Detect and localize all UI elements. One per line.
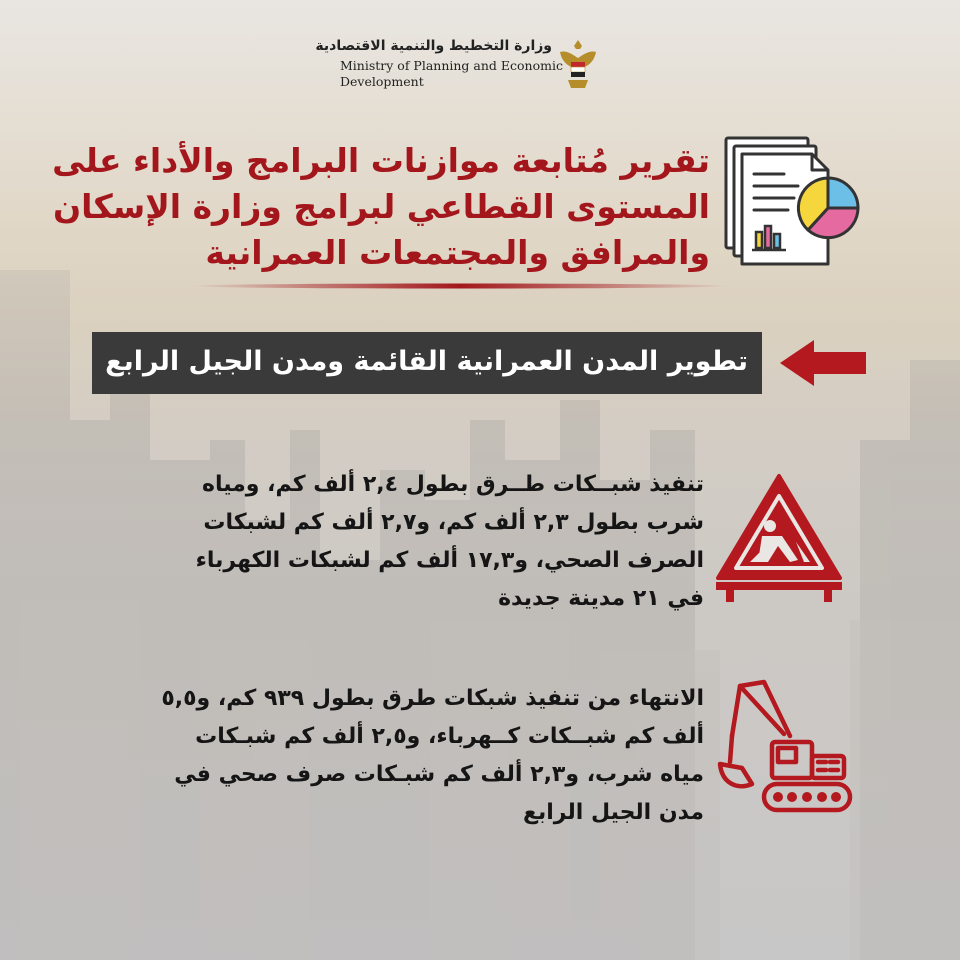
networks-new-cities-text [104,466,704,618]
text-line: شرب بطول ٢,٣ ألف كم، و٢,٧ ألف كم لشبكات [203,510,704,535]
section-banner [92,332,762,394]
ministry-logo [315,36,600,96]
text-line: مياه شرب، و٢,٣ ألف كم شبـكات صرف صحي في [174,762,704,787]
ministry-name-english-line2: Development [340,74,424,89]
excavator-icon [712,676,854,818]
text-line: في ٢١ مدينة جديدة [498,586,704,611]
report-title [52,138,710,276]
road-works-sign-icon [712,470,847,605]
title-line: المستوى القطاعي لبرامج وزارة الإسكان [53,187,710,226]
ministry-name-english-line1: Ministry of Planning and Economic [340,58,563,73]
ministry-name-arabic: وزارة التخطيط والتنمية الاقتصادية [315,38,552,54]
arrow-left-icon [778,338,868,388]
text-line: تنفيذ شبــكات طــرق بطول ٢,٤ ألف كم، ومياه [201,472,704,497]
title-line: تقرير مُتابعة موازنات البرامج والأداء على [52,141,710,180]
text-line: ألف كم شبــكات كــهرباء، و٢,٥ ألف كم شبـكات [195,724,704,749]
fourth-generation-cities-text [104,680,704,832]
text-line: الصرف الصحي، و١٧,٣ ألف كم لشبكات الكهرباء [195,548,704,573]
text-line: مدن الجيل الرابع [522,800,704,825]
egypt-eagle-emblem-icon [556,36,600,92]
report-documents-icon [718,130,868,280]
section-banner-text: تطوير المدن العمرانية القائمة ومدن الجيل الرابع [105,345,748,377]
title-divider [190,282,730,290]
title-line: والمرافق والمجتمعات العمرانية [205,233,710,272]
text-line: الانتهاء من تنفيذ شبكات طرق بطول ٩٣٩ كم، و٥,٥ [161,686,704,711]
